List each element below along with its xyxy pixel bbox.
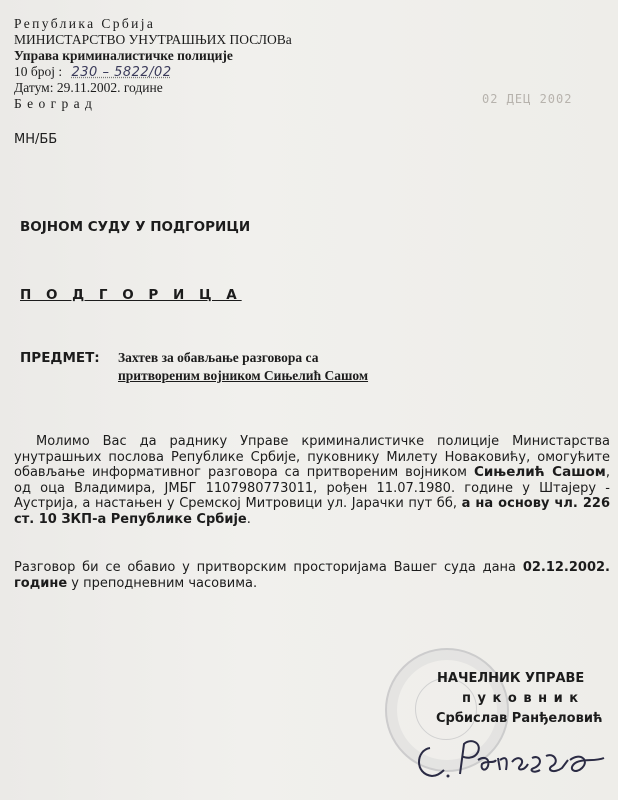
header-republic: Република Србија: [14, 16, 156, 31]
body-paragraph-1: [14, 434, 610, 527]
subject-line-2: притвореним војником Сињелић Сашом: [118, 368, 369, 383]
header-city: Б е о г р а д: [14, 96, 93, 111]
subject-label: ПРЕДМЕТ:: [20, 350, 100, 366]
header-number-handwritten: 230 – 5822/02: [71, 65, 172, 80]
body-p1-text-a: Молимо Вас да раднику Управе криминалистичке полиције Министарства унутрашњих послова Републике Србије, пуковнику Милету Новаковићу, омогућите обављање информативног разговора са притвореним војником: [14, 434, 610, 480]
handwritten-signature: [408, 730, 613, 792]
signature-name: Србислав Ранђеловић: [436, 711, 603, 726]
header-initials: МН/ББ: [14, 132, 58, 147]
body-p1-text-b: , од оца Владимира, ЈМБГ 1107980773011, рођен 11.07.1980. године у Штајеру - Аустрија, а настањен у Сремској Митровици ул. Јарачки пут бб,: [14, 465, 610, 511]
body-p1-end: .: [246, 511, 251, 527]
recipient-city: П О Д Г О Р И Ц А: [20, 287, 242, 303]
header-date: Датум: 29.11.2002. године: [14, 80, 163, 95]
body-p1-basis: а на основу чл. 226 ст. 10 ЗКП-а Републике Србије: [14, 496, 610, 527]
body-p2-text-a: Разговор би се обавио у притворским просторијама Вашег суда дана: [14, 560, 523, 575]
body-p1-name: Сињелић Сашом: [473, 464, 606, 480]
body-p2-date: 02.12.2002. године: [14, 560, 610, 591]
recipient-court: ВОЈНОМ СУДУ У ПОДГОРИЦИ: [20, 219, 251, 235]
body-paragraph-2: [14, 560, 610, 591]
signature-rank: п у к о в н и к: [462, 691, 580, 706]
body-p2-text-b: у преподневним часовима.: [67, 575, 258, 591]
header-number-label: 10 број :: [14, 64, 63, 79]
header-ministry: МИНИСТАРСТВО УНУТРАШЊИХ ПОСЛОВа: [14, 32, 292, 47]
header-directorate: Управа криминалистичке полиције: [14, 48, 233, 63]
received-date-stamp: 02 ДЕЦ 2002: [482, 92, 573, 106]
subject-line-1: Захтев за обављање разговора са: [118, 350, 319, 365]
header-number: [14, 64, 172, 80]
signature-title: НАЧЕЛНИК УПРАВЕ: [437, 671, 585, 686]
